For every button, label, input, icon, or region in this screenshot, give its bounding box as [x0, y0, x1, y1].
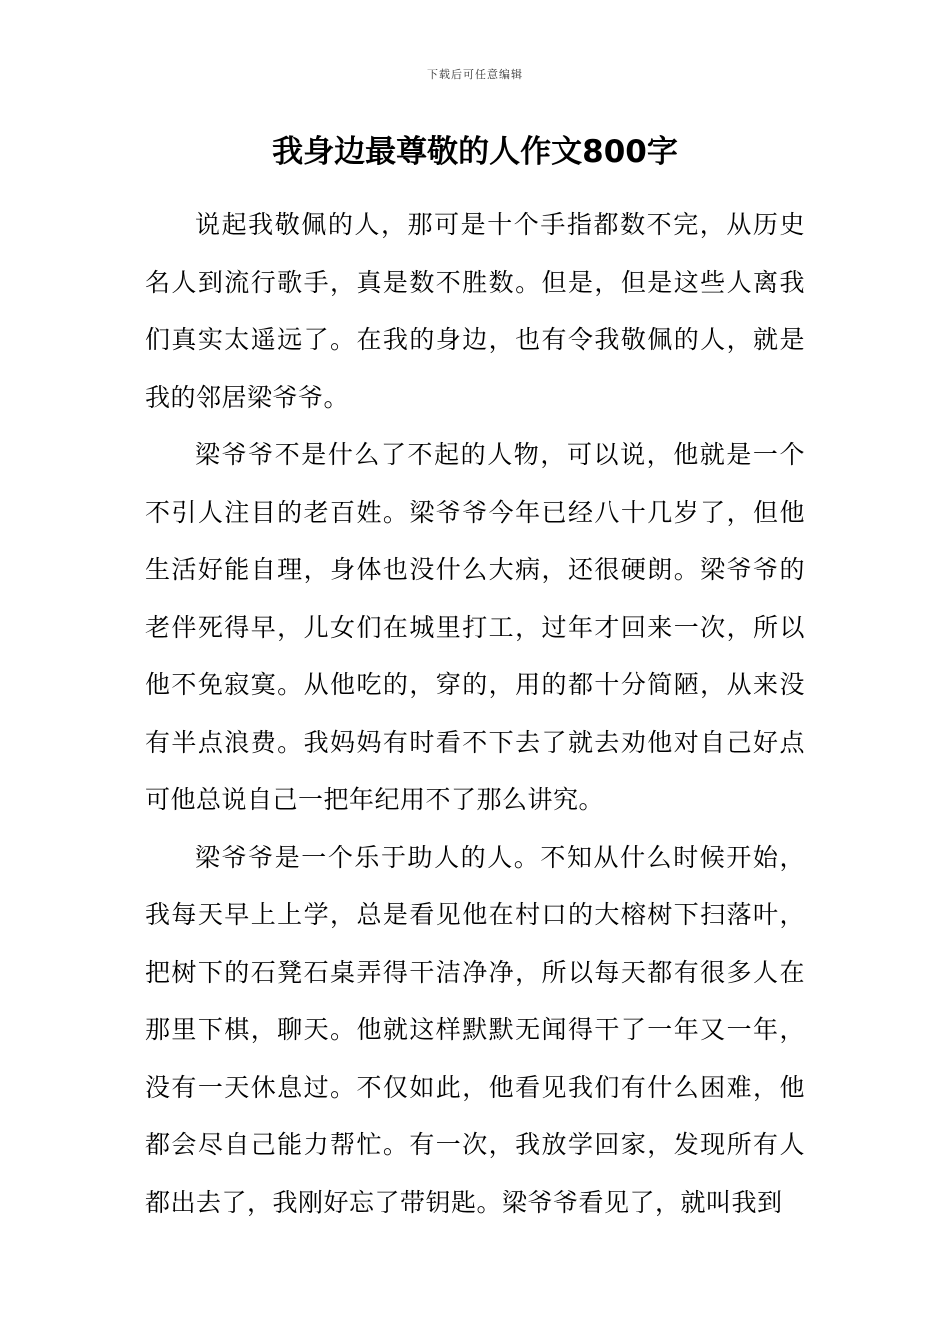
paragraph-3: 梁爷爷是一个乐于助人的人。不知从什么时候开始，我每天早上上学，总是看见他在村口的大榕树下扫落叶，把树下的石凳石桌弄得干洁净净，所以每天都有很多人在那里下棋，聊天。他就这样默默无闻得干了一年又一年，没有一天休息过。不仅如此，他看见我们有什么困难，他都会尽自己能力帮忙。有一次，我放学回家，发现所有人都出去了，我刚好忘了带钥匙。梁爷爷看见了，就叫我到	[145, 842, 805, 1217]
document-body	[145, 196, 805, 1231]
document-title: 我身边最尊敬的人作文800字	[272, 134, 678, 170]
header-note: 下载后可任意编辑	[427, 68, 523, 81]
paragraph-1: 说起我敬佩的人，那可是十个手指都数不完，从历史名人到流行歌手，真是数不胜数。但是，但是这些人离我们真实太遥远了。在我的身边，也有令我敬佩的人，就是我的邻居梁爷爷。	[145, 210, 805, 412]
paragraph-2: 梁爷爷不是什么了不起的人物，可以说，他就是一个不引人注目的老百姓。梁爷爷今年已经八十几岁了，但他生活好能自理，身体也没什么大病，还很硬朗。梁爷爷的老伴死得早，儿女们在城里打工，过年才回来一次，所以他不免寂寞。从他吃的，穿的，用的都十分简陋，从来没有半点浪费。我妈妈有时看不下去了就去劝他对自己好点可他总说自己一把年纪用不了那么讲究。	[145, 440, 805, 814]
